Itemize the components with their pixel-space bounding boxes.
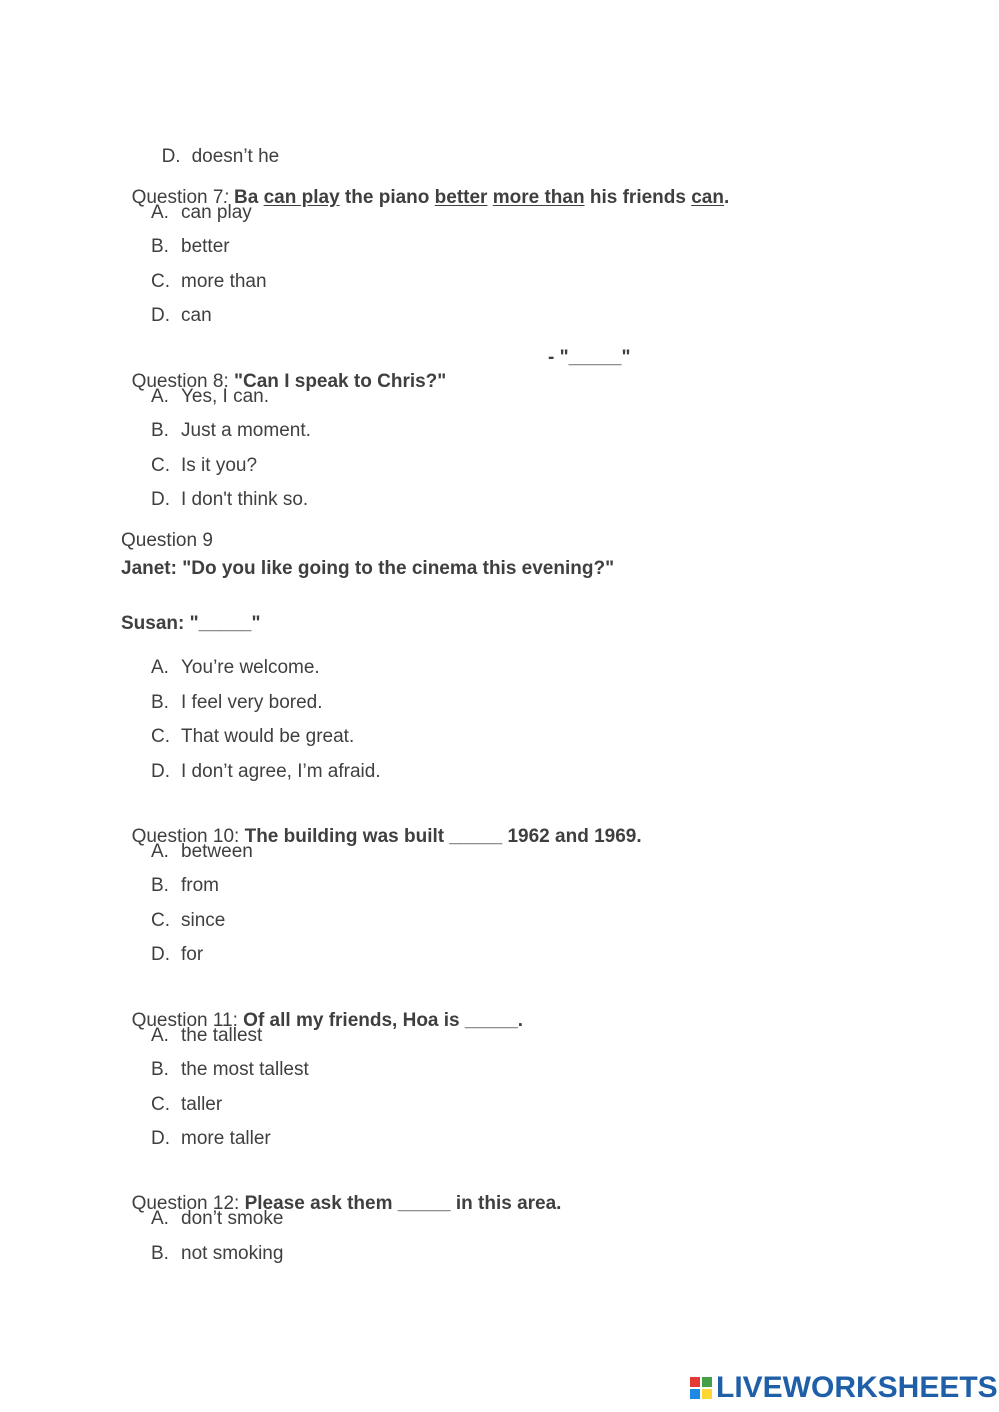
option-text: since [181,910,226,931]
q10-option-a[interactable] [151,840,253,864]
logo-square [690,1377,700,1387]
option-text: don’t smoke [181,1208,284,1229]
option-text: That would be great. [181,726,355,747]
option-letter: C. [151,726,170,747]
prompt-part: the piano [339,187,435,208]
q8-option-c[interactable] [151,454,257,478]
option-text: more than [181,271,267,292]
option-text: Yes, I can. [181,386,270,407]
option-letter: C. [151,455,170,476]
option-letter: D. [161,146,181,167]
q10-option-b[interactable] [151,874,219,898]
option-text: You’re welcome. [181,657,320,678]
question-prompt: The building was built _____ 1962 and 1969. [244,826,642,847]
q11-option-a[interactable] [151,1024,262,1048]
option-letter: A. [151,657,169,678]
liveworksheets-logo-icon [690,1377,712,1399]
question-label: Question 12: [131,1193,245,1214]
option-letter: A. [151,386,169,407]
q10-option-d[interactable] [151,943,203,967]
option-letter: B. [151,420,169,441]
option-letter: D. [151,944,170,965]
liveworksheets-logo[interactable] [690,1372,998,1404]
prompt-part: Ba [234,187,264,208]
option-letter: B. [151,1243,169,1264]
question-8-reply [548,346,630,370]
q7-option-b[interactable] [151,235,230,259]
option-text: I feel very bored. [181,692,323,713]
question-prompt [234,187,729,208]
option-text: doesn’t he [191,146,280,167]
question-9-label: Question 9 [121,530,213,551]
option-text: between [181,841,253,862]
reply-blank: - "_____" [548,347,631,368]
question-9-line-1 [121,557,614,581]
q11-option-d[interactable] [151,1127,271,1151]
option-text: the most tallest [181,1059,309,1080]
option-letter: D. [151,761,170,782]
option-letter: B. [151,1059,169,1080]
question-prompt: "Can I speak to Chris?" [234,371,447,392]
option-letter: C. [151,271,170,292]
option-text: I don’t agree, I’m afraid. [181,761,381,782]
q7-option-c[interactable] [151,270,267,294]
option-letter: D. [151,305,170,326]
question-label: Question 8: [131,371,235,392]
option-letter: A. [151,841,169,862]
option-text: not smoking [181,1243,284,1264]
logo-square [690,1389,700,1399]
q8-option-b[interactable] [151,419,311,443]
option-letter: D. [151,489,170,510]
logo-square [702,1377,712,1387]
q9-option-b[interactable] [151,691,323,715]
prompt-part: his friends [584,187,692,208]
option-letter: C. [151,910,170,931]
option-text: taller [181,1094,223,1115]
q10-option-c[interactable] [151,909,225,933]
option-text: more taller [181,1128,271,1149]
question-prompt: Please ask them _____ in this area. [244,1193,562,1214]
option-text: Just a moment. [181,420,311,441]
q8-option-a[interactable] [151,385,269,409]
underlined-part: can play [263,187,340,208]
question-label: Question 10: [131,826,245,847]
option-text: the tallest [181,1025,263,1046]
option-text: for [181,944,204,965]
option-letter: A. [151,202,169,223]
dialogue-line: Susan: "_____" [121,613,261,634]
option-letter: A. [151,1208,169,1229]
underlined-part: can [691,187,724,208]
q7-option-d[interactable] [151,304,212,328]
option-text: Is it you? [181,455,258,476]
question-prompt: Of all my friends, Hoa is _____. [243,1010,524,1031]
option-text: can play [181,202,252,223]
option-letter: A. [151,1025,169,1046]
question-sep: : [223,187,235,208]
option-text: better [181,236,230,257]
q12-option-b[interactable] [151,1242,283,1266]
underlined-part: more than [492,187,585,208]
question-label: Question 11: [131,1010,244,1031]
dialogue-line: Janet: "Do you like going to the cinema this evening?" [121,558,615,579]
q11-option-c[interactable] [151,1093,222,1117]
option-text: I don't think so. [181,489,309,510]
underlined-part: better [434,187,488,208]
option-letter: B. [151,692,169,713]
q11-option-b[interactable] [151,1058,309,1082]
prompt-part: . [723,187,730,208]
option-text: from [181,875,219,896]
q9-option-d[interactable] [151,760,381,784]
q9-option-a[interactable] [151,656,320,680]
q12-option-a[interactable] [151,1207,283,1231]
question-9-line-2 [121,612,260,636]
option-letter: B. [151,875,169,896]
option-letter: C. [151,1094,170,1115]
logo-square [702,1389,712,1399]
q8-option-d[interactable] [151,488,308,512]
option-letter: D. [151,1128,170,1149]
option-text: can [181,305,212,326]
logo-text: LIVEWORKSHEETS [716,1371,998,1404]
q7-option-a[interactable] [151,201,252,225]
option-letter: B. [151,236,169,257]
question-label: Question 7 [131,187,224,208]
q9-option-c[interactable] [151,725,354,749]
